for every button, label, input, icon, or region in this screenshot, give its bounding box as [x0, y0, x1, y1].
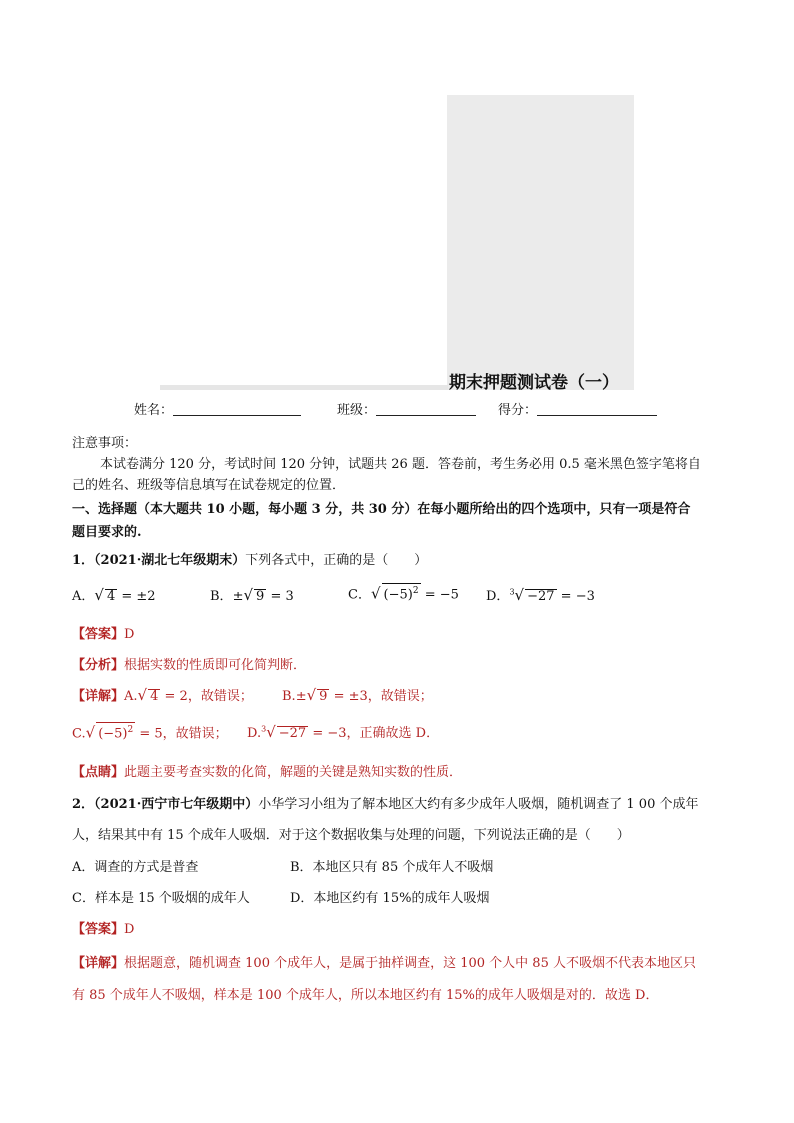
question-2-number: 2．	[72, 797, 95, 812]
cover-image-placeholder	[447, 95, 634, 390]
name-blank[interactable]	[173, 403, 301, 416]
question-2-answer: 【答案】D	[72, 922, 135, 937]
notice-line-2: 己的姓名、班级等信息填写在试卷规定的位置．	[72, 478, 346, 493]
name-field[interactable]	[134, 399, 301, 418]
question-2-option-c[interactable]: C．样本是 15 个吸烟的成年人	[72, 891, 250, 906]
question-2-detail-line-2: 有 85 个成年人不吸烟，样本是 100 个成年人，所以本地区约有 15%的成年人吸烟是对的．故选 D．	[72, 988, 659, 1003]
class-blank[interactable]	[376, 403, 476, 416]
question-2-option-d[interactable]: D．本地区约有 15%的成年人吸烟	[290, 891, 490, 906]
question-1-comment: 【点睛】此题主要考查实数的化简，解题的关键是熟知实数的性质．	[72, 765, 463, 780]
question-2-source: （2021·西宁市七年级期中）	[94, 797, 259, 812]
question-1-source: （2021·湖北七年级期末）	[94, 553, 246, 568]
detail-c: C.√ $(-5)^2 = 5$，故错误；	[72, 723, 228, 742]
notice-line-1: 本试卷满分 120 分，考试时间 120 分钟，试题共 26 题．答卷前，考生务必用 0.5 毫米黑色签字笔将自	[100, 457, 701, 472]
cover-image-base	[160, 385, 448, 390]
question-2-detail-line-1: 【详解】根据题意，随机调查 100 个成年人，是属于抽样调查，这 100 个人中 85 人不吸烟不代表本地区只	[72, 956, 696, 971]
question-2-option-b[interactable]: B．本地区只有 85 个成年人不吸烟	[290, 860, 494, 875]
score-label: 得分：	[498, 403, 538, 418]
question-2-stem-line-2: 人，结果其中有 15 个成年人吸烟．对于这个数据收集与处理的问题，下列说法正确的是（ ）	[72, 828, 630, 843]
question-1-option-a[interactable]: A．√ 4 = ±2	[72, 586, 156, 604]
question-1-text: 下列各式中，正确的是（ ）	[245, 553, 428, 568]
question-1-option-b[interactable]: B．±√ 9 = 3	[210, 586, 294, 604]
question-1-option-c[interactable]: C．√ $(-5)^2 = -5$	[348, 584, 459, 603]
question-1-detail-line-1: 【详解】A.√ 4 = 2，故错误；	[72, 686, 253, 704]
question-1-analysis: 【分析】根据实数的性质即可化简判断．	[72, 658, 307, 673]
question-2-option-a[interactable]: A．调查的方式是普查	[72, 860, 199, 875]
question-2-stem-line-1: 2．（2021·西宁市七年级期中）小华学习小组为了解本地区大约有多少成年人吸烟，随机调查了 1 00 个成年	[72, 797, 699, 812]
class-field[interactable]	[337, 399, 476, 418]
score-blank[interactable]	[537, 403, 657, 416]
name-label: 姓名：	[134, 403, 174, 418]
page-title: 期末押题测试卷（一）	[449, 373, 619, 393]
detail-a: A.√ 4 = 2，故错误；	[124, 686, 253, 704]
class-label: 班级：	[337, 403, 377, 418]
detail-b: B.±√ 9 = ±3，故错误；	[282, 686, 433, 704]
notice-heading: 注意事项：	[72, 436, 138, 451]
question-1-number: 1．	[72, 553, 95, 568]
section-heading-line-2: 题目要求的.	[72, 525, 142, 540]
detail-d: D.$^3$√ −27 = −3，正确故选 D．	[247, 723, 440, 741]
question-1-option-d[interactable]: D．$^3$√ −27 = −3	[486, 586, 595, 604]
score-field[interactable]	[498, 399, 657, 418]
section-heading-line-1: 一、选择题（本大题共 10 小题，每小题 3 分，共 30 分）在每小题所给出的四个选项中，只有一项是符合	[72, 502, 691, 517]
question-1-stem	[72, 549, 427, 568]
question-1-answer: 【答案】D	[72, 627, 135, 642]
